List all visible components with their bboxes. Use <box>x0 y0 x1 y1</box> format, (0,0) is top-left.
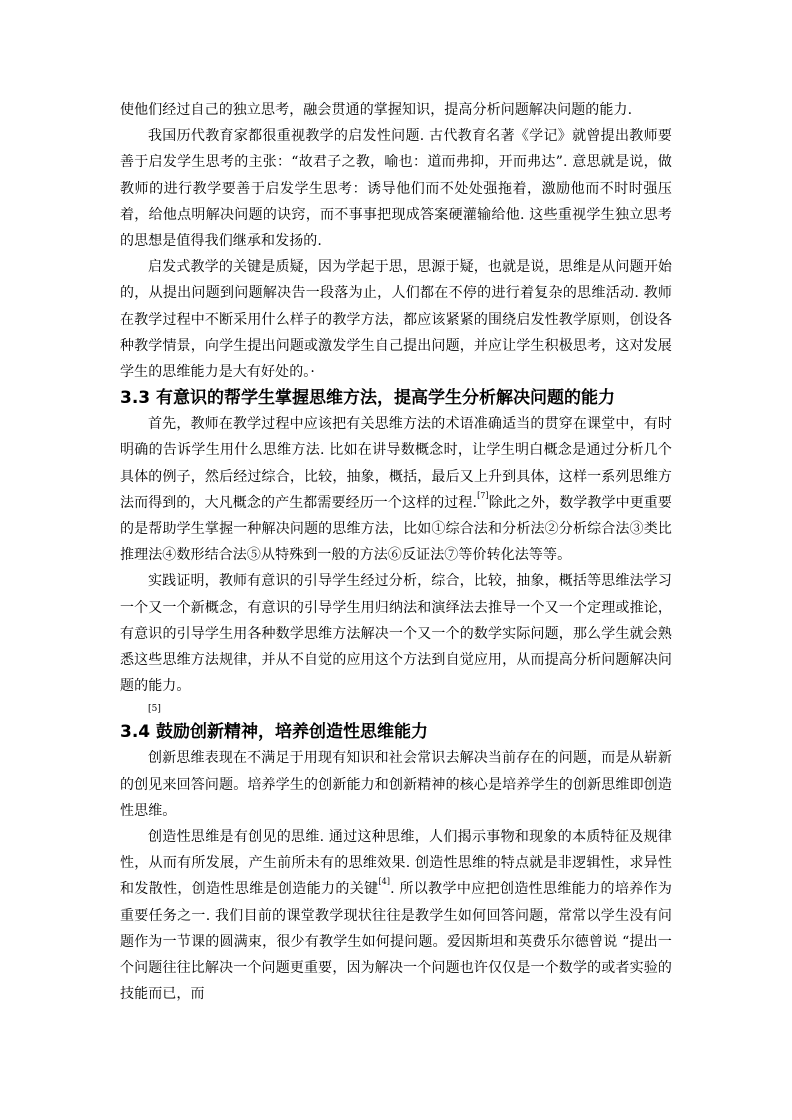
paragraph-heuristic-history: 我国历代教育家都很重视教学的启发性问题. 古代教育名著《学记》就曾提出教师要善于启发学生思考的主张：“故君子之教，喻也：道而弗抑，开而弗达”. 意思就是说，做教师的进行教学要善于启发学生思考：诱导他们而不处处强拖着，激励他而不时时强压着，给他点明解决问题的诀窍，而不事事把现成答案硬灌输给他. 这些重视学生独立思考的思想是值得我们继承和发扬的. <box>120 128 672 250</box>
paragraph-thinking-methods <box>120 411 672 568</box>
citation-ref: [7] <box>477 490 489 500</box>
citation-ref: [4] <box>378 877 391 887</box>
paragraph-text: . 所以教学中应把创造性思维能力的培养作为重要任务之一. 我们目前的课堂教学现状往往是教学生如何回答问题，常常以学生没有问题作为一节课的圆满束，很少有教学生如何提问题。爱因斯坦和英费乐尔德曾说 “提出一个问题往往比解决一个问题更重要，因为解决一个问题也许仅仅是一个数学的或者实验的技能而已，而 <box>120 881 672 1003</box>
section-heading-3-3: 3.3 有意识的帮学生掌握思维方法，提高学生分析解决问题的能力 <box>120 388 616 409</box>
document-body <box>120 97 672 1008</box>
paragraph-text: 首先，教师在教学过程中应该把有关思维方法的术语准确适当的贯穿在课堂中，有时明确的告诉学生用什么思维方法. 比如在讲导数概念时，让学生明白概念是通过分析几个具体的例子，然后经过综合，比较，抽象，概括，最后又上升到具体，这样一系列思维方法而得到的，大凡概念的产生都需要经历一个这样的过程. <box>120 416 672 511</box>
paragraph-text: 创造性思维是有创见的思维. 通过这种思维，人们揭示事物和现象的本质特征及规律性，从而有所发展，产生前所未有的思维效果. 创造性思维的特点就是非逻辑性，求异性和发散性，创造性思维是创造能力的关键 <box>120 829 672 898</box>
paragraph-creative-thinking: 创新思维表现在不满足于用现有知识和社会常识去解决当前存在的问题，而是从崭新的创见来回答问题。培养学生的创新能力和创新精神的核心是培养学生的创新思维即创造性思维。 <box>120 750 672 819</box>
paragraph-creative-definition <box>120 824 672 1007</box>
paragraph-text: 实践证明，教师有意识的引导学生经过分析，综合，比较，抽象，概括等思维法学习一个又一个新概念，有意识的引导学生用归纳法和演绎法去推导一个又一个定理或推论，有意识的引导学生用各种数学思维方法解决一个又一个的数学实际问题，那么学生就会熟悉这些思维方法规律，并从不自觉的应用这个方法到自觉应用，从而提高分析问题解决问题的能力。 <box>120 573 672 695</box>
section-heading-3-4: 3.4 鼓励创新精神，培养创造性思维能力 <box>120 722 429 743</box>
paragraph-continuation: 使他们经过自己的独立思考，融会贯通的掌握知识，提高分析问题解决问题的能力. <box>120 102 633 118</box>
paragraph-text: 除此之外，数学教学中更重要的是帮助学生掌握一种解决问题的思维方法，比如①综合法和分析法②分析综合法③类比推理法④数形结合法⑤从特殊到一般的方法⑥反证法⑦等价转化法等等。 <box>120 494 673 564</box>
paragraph-heuristic-key: 启发式教学的关键是质疑，因为学起于思，思源于疑，也就是说，思维是从问题开始的，从提出问题到问题解决告一段落为止，人们都在不停的进行着复杂的思维活动. 教师在教学过程中不断采用什么样子的教学方法，都应该紧紧的围绕启发性教学原则，创设各种教学情景，向学生提出问题或激发学生自己提出问题，并应让学生积极思考，这对发展学生的思维能力是大有好处的。· <box>120 259 672 381</box>
citation-ref: [5] <box>148 704 162 715</box>
paragraph-practice-proof <box>120 568 672 719</box>
